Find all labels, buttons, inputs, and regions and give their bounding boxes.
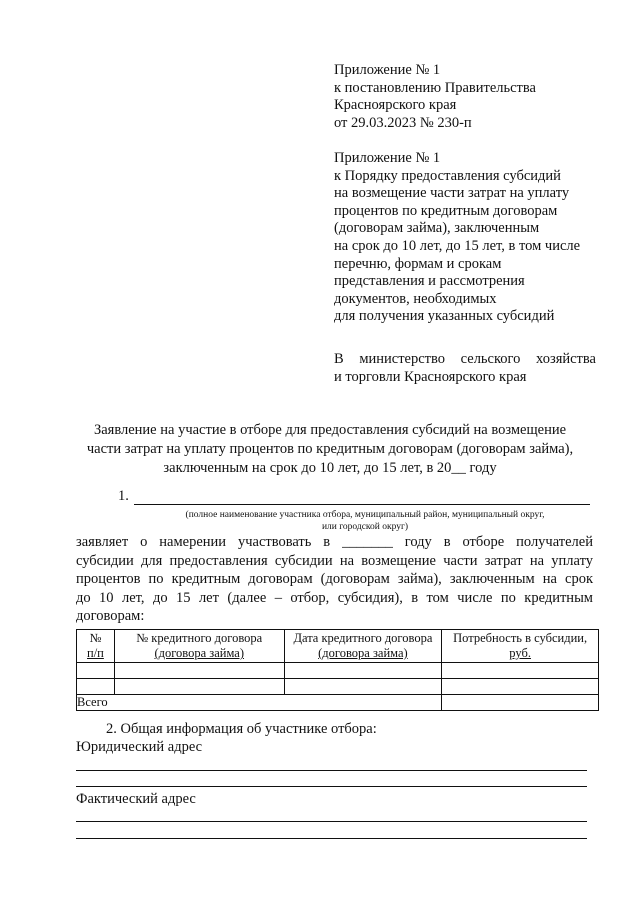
table-cell[interactable] (114, 679, 284, 695)
appendix-order-line: для получения указанных субсидий (334, 308, 555, 325)
header-number: № п/п (77, 630, 115, 663)
appendix-order-line: процентов по кредитным договорам (334, 202, 558, 219)
appendix-order-line: на возмещение части затрат на уплату (334, 185, 570, 202)
appendix-resolution (334, 62, 536, 132)
document-title (60, 421, 600, 478)
title-line: части затрат на уплату процентов по кредитным договорам (договорам займа), (86, 441, 574, 457)
appendix-order-line: перечню, формам и срокам (334, 255, 502, 272)
table-cell[interactable] (77, 663, 115, 679)
participant-name-field[interactable] (134, 504, 590, 505)
appendix-resolution-line: Приложение № 1 (334, 62, 441, 78)
statement-paragraph (76, 533, 593, 626)
header-subsidy-need: Потребность в субсидии, руб. (442, 630, 599, 663)
total-value-cell[interactable] (442, 695, 599, 711)
caption-line: или городской округ) (321, 522, 409, 532)
table-row (77, 679, 599, 695)
appendix-order-line: Приложение № 1 (334, 150, 441, 166)
appendix-order-line: (договорам займа), заключенным (334, 220, 540, 237)
table-row (77, 663, 599, 679)
addressee (334, 350, 596, 386)
table-cell[interactable] (442, 663, 599, 679)
caption-line: (полное наименование участника отбора, муниципальный район, муниципальный округ, (185, 510, 545, 520)
legal-address-field[interactable] (76, 770, 587, 771)
header-agreement-number: № кредитного договора (договора займа) (114, 630, 284, 663)
appendix-resolution-line: к постановлению Правительства (334, 79, 536, 96)
table-cell[interactable] (284, 663, 442, 679)
appendix-order (334, 150, 580, 326)
title-line: заключенным на срок до 10 лет, до 15 лет, в 20__ году (163, 460, 497, 476)
paragraph-line: субсидии для предоставления субсидии на возмещение части затрат на уплату (76, 552, 593, 569)
header-agreement-date: Дата кредитного договора (договора займа) (284, 630, 442, 663)
table-cell[interactable] (114, 663, 284, 679)
appendix-resolution-line: от 29.03.2023 № 230-п (334, 114, 472, 131)
appendix-resolution-line: Красноярского края (334, 97, 457, 114)
paragraph-line: процентов по кредитным договорам (договорам займа), заключенным на срок (76, 571, 593, 587)
item-number: 1. (118, 488, 129, 504)
actual-address-label: Фактический адрес (76, 791, 196, 807)
section-2-heading: 2. Общая информация об участнике отбора: (106, 721, 377, 737)
appendix-order-line: на срок до 10 лет, до 15 лет, в том числе (334, 237, 581, 254)
appendix-order-line: документов, необходимых (334, 290, 497, 307)
table-cell[interactable] (77, 679, 115, 695)
table-total-row (77, 695, 599, 711)
addressee-line: и торговли Красноярского края (334, 369, 527, 385)
table-cell[interactable] (442, 679, 599, 695)
table-cell[interactable] (284, 679, 442, 695)
paragraph-line: до 10 лет, до 15 лет (далее – отбор, субсидия), в том числе по кредитным (76, 589, 593, 606)
paragraph-line: договорам: (76, 608, 145, 624)
legal-address-field[interactable] (76, 786, 587, 787)
actual-address-field[interactable] (76, 821, 587, 822)
actual-address-field[interactable] (76, 838, 587, 839)
appendix-order-line: представления и рассмотрения (334, 273, 525, 290)
table-header-row (77, 630, 599, 663)
legal-address-label: Юридический адрес (76, 739, 203, 755)
appendix-order-line: к Порядку предоставления субсидий (334, 167, 561, 184)
title-line: Заявление на участие в отборе для предоставления субсидий на возмещение (93, 422, 567, 438)
paragraph-line: заявляет о намерении участвовать в _______ году в отборе получателей (76, 534, 593, 550)
credit-agreements-table (76, 629, 599, 711)
addressee-line: В министерство сельского хозяйства (334, 351, 596, 367)
participant-caption (150, 509, 580, 533)
total-label: Всего (77, 695, 442, 711)
